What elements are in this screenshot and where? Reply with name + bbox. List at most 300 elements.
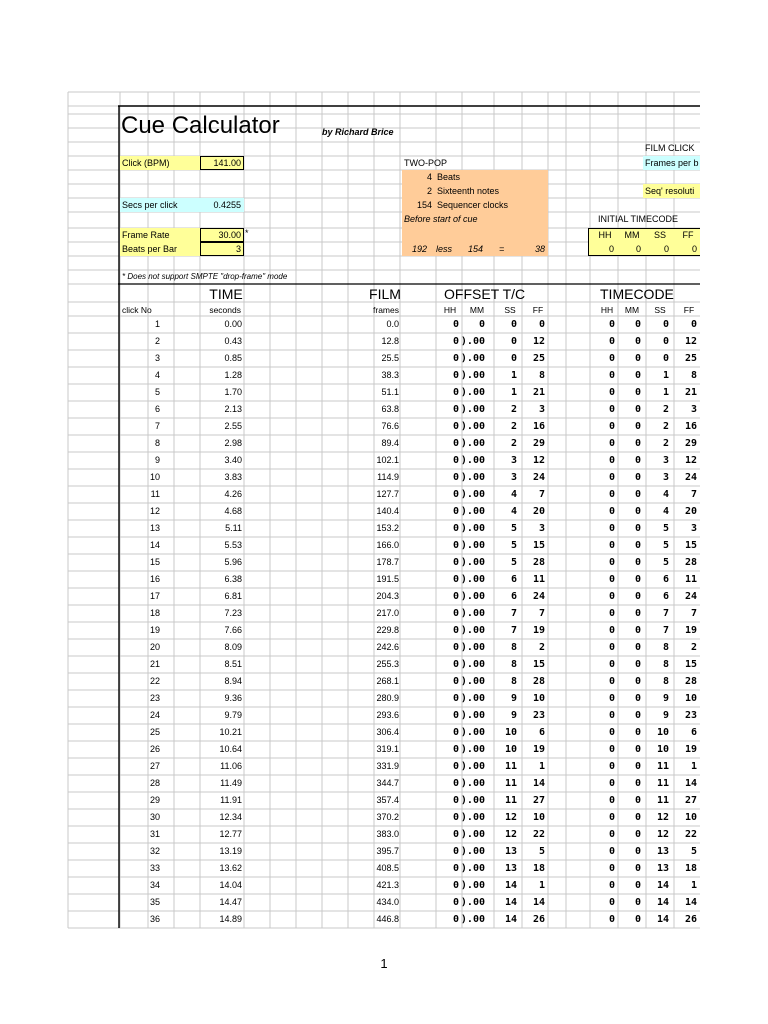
offset-ff-cell: 7 <box>538 489 545 500</box>
seconds-cell: 7.66 <box>224 625 242 635</box>
frames-cell: 12.8 <box>381 336 399 346</box>
seconds-cell: 3.40 <box>224 455 242 465</box>
timecode-ss-cell: 7 <box>662 625 669 636</box>
offset-ss-cell: 13 <box>504 863 517 874</box>
click-number-cell: 3 <box>154 353 160 363</box>
timecode-ss-cell: 2 <box>662 404 669 415</box>
timecode-ff-cell: 19 <box>684 744 697 755</box>
seconds-cell: 1.70 <box>224 387 242 397</box>
timecode-ff-cell: 24 <box>684 472 697 483</box>
offset-ss-cell: 7 <box>510 625 517 636</box>
timecode-ss-cell: 1 <box>662 370 669 381</box>
offset-mm-cell: ).00 <box>460 472 485 483</box>
footnote: * Does not support SMPTE "drop-frame" mode <box>122 272 288 281</box>
offset-ss-cell: 12 <box>504 812 517 823</box>
click-bpm-value[interactable]: 141.00 <box>213 158 241 168</box>
offset-ff-cell: 7 <box>538 608 545 619</box>
timecode-mm-cell: 0 <box>634 914 641 925</box>
timecode-hh-cell: 0 <box>608 523 615 534</box>
offset-ss-cell: 2 <box>510 438 517 449</box>
offset-ff-cell: 12 <box>532 455 545 466</box>
offset-mm-cell: ).00 <box>460 727 485 738</box>
timecode-mm-cell: 0 <box>634 557 641 568</box>
two-pop-beats-num: 4 <box>426 172 432 182</box>
offset-ss-header: SS <box>504 305 516 315</box>
timecode-hh-cell: 0 <box>608 506 615 517</box>
timecode-mm-cell: 0 <box>634 778 641 789</box>
timecode-mm-cell: 0 <box>634 506 641 517</box>
click-number-cell: 16 <box>149 574 160 584</box>
offset-ss-cell: 14 <box>504 914 517 925</box>
initial-timecode-ss-value[interactable]: 0 <box>663 244 669 254</box>
click-number-cell: 6 <box>154 404 160 414</box>
frames-cell: 191.5 <box>376 574 399 584</box>
offset-mm-cell: ).00 <box>460 506 485 517</box>
frames-cell: 127.7 <box>376 489 399 499</box>
timecode-mm-cell: 0 <box>634 608 641 619</box>
offset-hh-cell: 0 <box>452 863 459 874</box>
offset-ss-cell: 6 <box>510 574 517 585</box>
offset-ss-cell: 11 <box>504 761 517 772</box>
offset-mm-cell: ).00 <box>460 574 485 585</box>
film-click-title: FILM CLICK <box>645 143 695 153</box>
timecode-hh-cell: 0 <box>608 744 615 755</box>
two-pop-beats-label: Beats <box>437 172 461 182</box>
film-group-header: FILM <box>369 286 401 302</box>
seconds-cell: 0.43 <box>224 336 242 346</box>
offset-hh-cell: 0 <box>452 353 459 364</box>
two-pop-calc-less: less <box>436 244 453 254</box>
timecode-hh-cell: 0 <box>608 914 615 925</box>
offset-mm-cell: ).00 <box>460 540 485 551</box>
offset-ss-cell: 11 <box>504 795 517 806</box>
timecode-ff-cell: 18 <box>684 863 697 874</box>
timecode-mm-cell: 0 <box>634 319 641 330</box>
frames-header: frames <box>373 305 399 315</box>
offset-mm-cell: ).00 <box>460 608 485 619</box>
initial-timecode-hh-header: HH <box>598 230 612 240</box>
offset-ff-cell: 5 <box>538 846 545 857</box>
offset-ss-cell: 3 <box>510 455 517 466</box>
two-pop-clocks-num: 154 <box>416 200 432 210</box>
timecode-ss-cell: 3 <box>662 472 669 483</box>
timecode-ss-cell: 10 <box>656 727 669 738</box>
frames-cell: 242.6 <box>376 642 399 652</box>
offset-ss-cell: 0 <box>510 336 517 347</box>
offset-hh-cell: 0 <box>452 625 459 636</box>
timecode-ff-cell: 24 <box>684 591 697 602</box>
timecode-ss-cell: 11 <box>656 795 669 806</box>
offset-mm-cell: ).00 <box>460 829 485 840</box>
frames-cell: 140.4 <box>376 506 399 516</box>
timecode-ff-cell: 3 <box>690 404 697 415</box>
seq-resolution-label: Seq' resoluti <box>645 186 695 196</box>
initial-timecode-hh-value[interactable]: 0 <box>608 244 614 254</box>
offset-ss-cell: 4 <box>510 489 517 500</box>
offset-ff-cell: 16 <box>532 421 545 432</box>
timecode-mm-cell: 0 <box>634 625 641 636</box>
seconds-cell: 7.23 <box>224 608 242 618</box>
timecode-ff-cell: 19 <box>684 625 697 636</box>
click-number-cell: 29 <box>149 795 160 805</box>
offset-ff-cell: 12 <box>532 336 545 347</box>
seconds-cell: 5.53 <box>224 540 242 550</box>
offset-ff-cell: 15 <box>532 659 545 670</box>
offset-hh-cell: 0 <box>452 370 459 381</box>
beats-per-bar-value[interactable]: 3 <box>235 244 241 254</box>
timecode-mm-header: MM <box>624 305 640 315</box>
timecode-ff-cell: 3 <box>690 523 697 534</box>
timecode-ff-cell: 27 <box>684 795 697 806</box>
click-number-cell: 34 <box>149 880 160 890</box>
timecode-hh-cell: 0 <box>608 829 615 840</box>
click-number-cell: 4 <box>154 370 160 380</box>
offset-ff-cell: 1 <box>538 880 545 891</box>
timecode-ss-cell: 8 <box>662 642 669 653</box>
offset-ss-cell: 6 <box>510 591 517 602</box>
timecode-ss-cell: 8 <box>662 659 669 670</box>
timecode-ss-header: SS <box>654 305 666 315</box>
timecode-ss-cell: 2 <box>662 438 669 449</box>
offset-ff-cell: 29 <box>532 438 545 449</box>
offset-mm-cell: ).00 <box>460 693 485 704</box>
offset-ss-cell: 3 <box>510 472 517 483</box>
frames-cell: 89.4 <box>381 438 399 448</box>
offset-mm-cell: ).00 <box>460 625 485 636</box>
offset-ss-cell: 1 <box>510 387 517 398</box>
timecode-ff-cell: 7 <box>690 608 697 619</box>
seconds-cell: 1.28 <box>224 370 242 380</box>
timecode-ff-cell: 20 <box>684 506 697 517</box>
frames-cell: 395.7 <box>376 846 399 856</box>
offset-ff-cell: 20 <box>532 506 545 517</box>
seconds-cell: 5.96 <box>224 557 242 567</box>
offset-mm-cell: ).00 <box>460 489 485 500</box>
timecode-mm-cell: 0 <box>634 523 641 534</box>
offset-mm-cell: ).00 <box>460 438 485 449</box>
offset-mm-cell: ).00 <box>460 761 485 772</box>
seconds-cell: 0.85 <box>224 353 242 363</box>
timecode-mm-cell: 0 <box>634 455 641 466</box>
page-number: 1 <box>380 956 388 971</box>
frames-cell: 51.1 <box>381 387 399 397</box>
timecode-mm-cell: 0 <box>634 353 641 364</box>
frames-cell: 255.3 <box>376 659 399 669</box>
click-number-cell: 9 <box>154 455 160 465</box>
seconds-cell: 9.79 <box>224 710 242 720</box>
timecode-ff-cell: 14 <box>684 897 697 908</box>
offset-ss-cell: 8 <box>510 642 517 653</box>
timecode-hh-cell: 0 <box>608 319 615 330</box>
offset-mm-header: MM <box>469 305 485 315</box>
timecode-ss-cell: 1 <box>662 387 669 398</box>
timecode-mm-cell: 0 <box>634 370 641 381</box>
timecode-ss-cell: 10 <box>656 744 669 755</box>
offset-ss-cell: 5 <box>510 557 517 568</box>
timecode-mm-cell: 0 <box>634 574 641 585</box>
timecode-ff-cell: 25 <box>684 353 697 364</box>
offset-hh-header: HH <box>443 305 457 315</box>
timecode-hh-cell: 0 <box>608 778 615 789</box>
timecode-ss-cell: 6 <box>662 574 669 585</box>
offset-group-header: OFFSET T/C <box>444 286 526 302</box>
frame-rate-marker: * <box>245 228 249 238</box>
click-number-cell: 21 <box>149 659 160 669</box>
offset-hh-cell: 0 <box>452 387 459 398</box>
offset-ss-cell: 11 <box>504 778 517 789</box>
initial-timecode-ss-header: SS <box>653 230 666 240</box>
offset-ff-cell: 0 <box>538 319 545 330</box>
timecode-ff-cell: 15 <box>684 659 697 670</box>
timecode-mm-cell: 0 <box>634 880 641 891</box>
timecode-ff-cell: 12 <box>684 455 697 466</box>
offset-ff-cell: 14 <box>532 778 545 789</box>
secs-per-click-label: Secs per click <box>122 200 178 210</box>
timecode-mm-cell: 0 <box>634 421 641 432</box>
click-number-cell: 27 <box>149 761 160 771</box>
offset-ss-cell: 9 <box>510 693 517 704</box>
offset-mm-cell: ).00 <box>460 642 485 653</box>
author-byline: by Richard Brice <box>322 127 394 137</box>
offset-ff-cell: 8 <box>538 370 545 381</box>
seconds-cell: 3.83 <box>224 472 242 482</box>
frames-cell: 229.8 <box>376 625 399 635</box>
frames-per-beat-label: Frames per b <box>645 158 699 168</box>
click-number-cell: 14 <box>149 540 160 550</box>
offset-mm-cell: ).00 <box>460 659 485 670</box>
offset-ff-cell: 27 <box>532 795 545 806</box>
click-number-cell: 24 <box>149 710 160 720</box>
offset-ss-cell: 5 <box>510 540 517 551</box>
offset-mm-cell: ).00 <box>460 914 485 925</box>
offset-ff-cell: 11 <box>532 574 545 585</box>
seconds-cell: 5.11 <box>225 523 242 533</box>
click-number-cell: 26 <box>149 744 160 754</box>
offset-ff-cell: 24 <box>532 591 545 602</box>
timecode-ss-cell: 2 <box>662 421 669 432</box>
two-pop-title: TWO-POP <box>404 158 447 168</box>
offset-hh-cell: 0 <box>452 642 459 653</box>
timecode-hh-cell: 0 <box>608 421 615 432</box>
timecode-hh-cell: 0 <box>608 676 615 687</box>
timecode-ss-cell: 3 <box>662 455 669 466</box>
timecode-hh-cell: 0 <box>608 659 615 670</box>
timecode-ff-cell: 6 <box>690 727 697 738</box>
offset-mm-cell: ).00 <box>460 404 485 415</box>
offset-hh-cell: 0 <box>452 540 459 551</box>
timecode-mm-cell: 0 <box>634 863 641 874</box>
offset-hh-cell: 0 <box>452 693 459 704</box>
offset-hh-cell: 0 <box>452 455 459 466</box>
offset-ff-cell: 3 <box>538 404 545 415</box>
frames-cell: 268.1 <box>376 676 399 686</box>
offset-hh-cell: 0 <box>452 438 459 449</box>
timecode-mm-cell: 0 <box>634 846 641 857</box>
seconds-cell: 11.49 <box>220 778 242 788</box>
offset-ss-cell: 8 <box>510 659 517 670</box>
frames-cell: 306.4 <box>376 727 399 737</box>
offset-mm-cell: ).00 <box>460 353 485 364</box>
timecode-ff-cell: 21 <box>684 387 697 398</box>
timecode-mm-cell: 0 <box>634 489 641 500</box>
initial-timecode-mm-value[interactable]: 0 <box>635 244 641 254</box>
two-pop-sixteenth-num: 2 <box>426 186 432 196</box>
click-number-cell: 12 <box>149 506 160 516</box>
seconds-cell: 11.91 <box>220 795 242 805</box>
offset-ss-cell: 5 <box>510 523 517 534</box>
timecode-ss-cell: 5 <box>662 523 669 534</box>
seconds-cell: 13.62 <box>219 863 242 873</box>
offset-mm-cell: ).00 <box>460 710 485 721</box>
offset-mm-cell: ).00 <box>460 455 485 466</box>
timecode-mm-cell: 0 <box>634 387 641 398</box>
offset-ff-cell: 21 <box>532 387 545 398</box>
initial-timecode-ff-header: FF <box>682 230 694 240</box>
offset-ff-cell: 28 <box>532 676 545 687</box>
offset-mm-cell: ).00 <box>460 744 485 755</box>
timecode-mm-cell: 0 <box>634 829 641 840</box>
offset-ff-cell: 6 <box>538 727 545 738</box>
timecode-mm-cell: 0 <box>634 472 641 483</box>
offset-ff-cell: 24 <box>532 472 545 483</box>
frames-cell: 357.4 <box>376 795 399 805</box>
initial-timecode-mm-header: MM <box>624 230 640 240</box>
timecode-mm-cell: 0 <box>634 540 641 551</box>
timecode-hh-cell: 0 <box>608 608 615 619</box>
offset-hh-cell: 0 <box>452 761 459 772</box>
timecode-hh-cell: 0 <box>608 387 615 398</box>
offset-mm-cell: ).00 <box>460 387 485 398</box>
timecode-hh-cell: 0 <box>608 761 615 772</box>
offset-hh-cell: 0 <box>452 846 459 857</box>
timecode-ff-cell: 8 <box>690 370 697 381</box>
page-title: Cue Calculator <box>121 112 280 139</box>
timecode-group-header: TIMECODE <box>600 286 674 302</box>
frames-cell: 280.9 <box>376 693 399 703</box>
timecode-hh-cell: 0 <box>608 863 615 874</box>
timecode-ss-cell: 14 <box>656 897 669 908</box>
timecode-ss-cell: 0 <box>662 336 669 347</box>
click-no-header: click No <box>122 305 152 315</box>
timecode-hh-cell: 0 <box>608 472 615 483</box>
timecode-ss-cell: 14 <box>656 914 669 925</box>
offset-ss-cell: 10 <box>504 727 517 738</box>
timecode-mm-cell: 0 <box>634 812 641 823</box>
timecode-hh-cell: 0 <box>608 557 615 568</box>
timecode-hh-cell: 0 <box>608 438 615 449</box>
offset-mm-cell: ).00 <box>460 676 485 687</box>
timecode-mm-cell: 0 <box>634 710 641 721</box>
timecode-mm-cell: 0 <box>634 795 641 806</box>
offset-hh-cell: 0 <box>452 659 459 670</box>
timecode-mm-cell: 0 <box>634 693 641 704</box>
timecode-ff-cell: 10 <box>684 693 697 704</box>
click-number-cell: 8 <box>154 438 160 448</box>
timecode-mm-cell: 0 <box>634 727 641 738</box>
timecode-ff-cell: 26 <box>684 914 697 925</box>
offset-hh-cell: 0 <box>452 472 459 483</box>
offset-ff-cell: 10 <box>532 693 545 704</box>
frames-cell: 153.2 <box>376 523 399 533</box>
click-number-cell: 35 <box>149 897 160 907</box>
click-number-cell: 32 <box>149 846 160 856</box>
seconds-cell: 8.09 <box>224 642 242 652</box>
offset-ss-cell: 10 <box>504 744 517 755</box>
timecode-ff-cell: 1 <box>690 761 697 772</box>
seconds-cell: 4.26 <box>224 489 242 499</box>
initial-timecode-ff-value[interactable]: 0 <box>691 244 697 254</box>
offset-hh-cell: 0 <box>452 744 459 755</box>
timecode-ss-cell: 0 <box>662 319 669 330</box>
offset-hh-cell: 0 <box>452 506 459 517</box>
timecode-hh-cell: 0 <box>608 710 615 721</box>
offset-mm-cell: ).00 <box>460 557 485 568</box>
offset-ff-cell: 3 <box>538 523 545 534</box>
frames-cell: 434.0 <box>376 897 399 907</box>
offset-ff-cell: 28 <box>532 557 545 568</box>
timecode-ss-cell: 5 <box>662 540 669 551</box>
seconds-cell: 2.13 <box>224 404 242 414</box>
timecode-hh-cell: 0 <box>608 625 615 636</box>
timecode-ff-cell: 12 <box>684 336 697 347</box>
offset-hh-cell: 0 <box>452 336 459 347</box>
offset-hh-cell: 0 <box>452 319 459 330</box>
offset-ff-cell: 19 <box>532 744 545 755</box>
click-number-cell: 2 <box>154 336 160 346</box>
frames-cell: 204.3 <box>376 591 399 601</box>
frames-cell: 408.5 <box>376 863 399 873</box>
offset-ff-cell: 14 <box>532 897 545 908</box>
timecode-hh-cell: 0 <box>608 591 615 602</box>
timecode-ff-header: FF <box>683 305 695 315</box>
offset-mm-cell: ).00 <box>460 591 485 602</box>
click-number-cell: 22 <box>149 676 160 686</box>
timecode-ff-cell: 7 <box>690 489 697 500</box>
offset-hh-cell: 0 <box>452 557 459 568</box>
offset-mm-cell: ).00 <box>460 778 485 789</box>
two-pop-calc-b: 154 <box>467 244 483 254</box>
timecode-hh-cell: 0 <box>608 693 615 704</box>
frames-cell: 76.6 <box>381 421 399 431</box>
offset-hh-cell: 0 <box>452 591 459 602</box>
timecode-hh-cell: 0 <box>608 540 615 551</box>
timecode-ss-cell: 11 <box>656 778 669 789</box>
timecode-ss-cell: 0 <box>662 353 669 364</box>
click-number-cell: 10 <box>149 472 160 482</box>
seconds-header: seconds <box>209 305 241 315</box>
frame-rate-value[interactable]: 30.00 <box>218 230 241 240</box>
timecode-ss-cell: 14 <box>656 880 669 891</box>
timecode-ss-cell: 5 <box>662 557 669 568</box>
frames-cell: 63.8 <box>381 404 399 414</box>
offset-ss-cell: 4 <box>510 506 517 517</box>
offset-ss-cell: 8 <box>510 676 517 687</box>
timecode-ss-cell: 8 <box>662 676 669 687</box>
offset-hh-cell: 0 <box>452 574 459 585</box>
offset-hh-cell: 0 <box>452 795 459 806</box>
click-number-cell: 31 <box>149 829 160 839</box>
timecode-ff-cell: 14 <box>684 778 697 789</box>
frames-cell: 293.6 <box>376 710 399 720</box>
offset-hh-cell: 0 <box>452 812 459 823</box>
secs-per-click-value: 0.4255 <box>213 200 241 210</box>
offset-ss-cell: 2 <box>510 421 517 432</box>
offset-ff-cell: 15 <box>532 540 545 551</box>
timecode-hh-cell: 0 <box>608 642 615 653</box>
seconds-cell: 11.06 <box>220 761 242 771</box>
offset-ff-cell: 2 <box>538 642 545 653</box>
click-number-cell: 5 <box>154 387 160 397</box>
